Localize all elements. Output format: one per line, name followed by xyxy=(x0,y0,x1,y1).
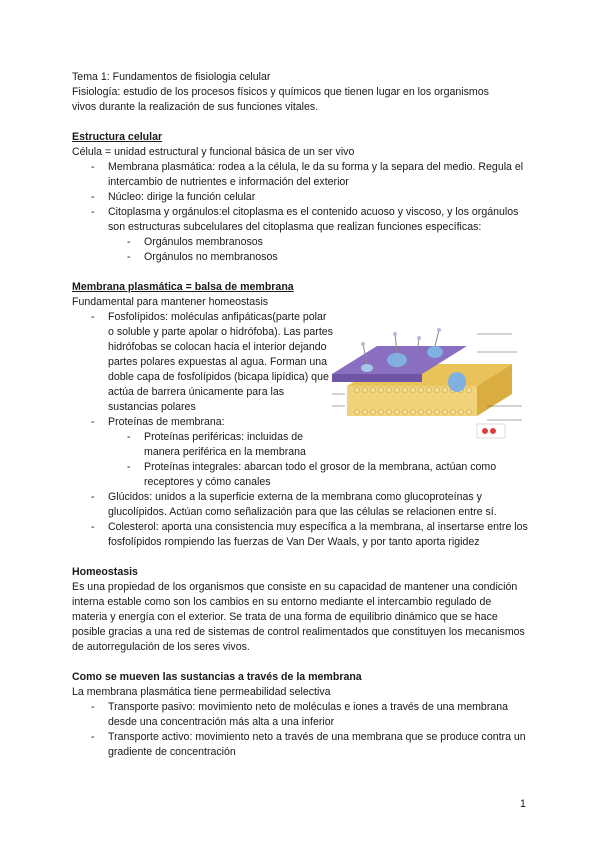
cholesterol-icon xyxy=(490,428,496,434)
definition-line-2: vivos durante la realización de sus funciones vitales. xyxy=(72,101,319,113)
list-item xyxy=(108,205,528,265)
sublist-item: - Proteínas integrales: abarcan todo el grosor de la membrana, actúan como receptores y cómo canales xyxy=(144,460,528,490)
sublist-item: - Orgánulos no membranosos xyxy=(144,250,528,265)
document-title: Tema 1: Fundamentos de fisiologia celular xyxy=(72,71,271,83)
page-number: 1 xyxy=(520,798,526,810)
peripheral-protein xyxy=(361,364,373,372)
glycan-beads xyxy=(361,328,441,346)
sublist-item: - Proteínas periféricas: incluidas de manera periférica en la membrana xyxy=(144,430,334,460)
list-item: - Núcleo: dirige la función celular xyxy=(108,190,528,205)
membrane-diagram xyxy=(327,324,527,442)
list-item: - Transporte pasivo: movimiento neto de moléculas e iones a través de una membrana desde una concentración más alta a una inferior xyxy=(108,700,528,730)
list-item: - Fosfolípidos: moléculas anfipáticas(parte polar o soluble y parte apolar o hidrófoba). Las partes hidrófobas se colocan hacia el interior dejando partes polares expuestas al agua. Forman una doble capa de fosfolípidos (bicapa lipídica) que actúa de barrera únicamente para las sustancias polares xyxy=(108,310,333,415)
channel-protein xyxy=(448,372,466,392)
list-item: - Transporte activo: movimiento neto a través de una membrana que se produce contra un gradiente de concentración xyxy=(108,730,528,760)
list-item: - Colesterol: aporta una consistencia muy específica a la membrana, al insertarse entre los fosfolípidos rompiendo las fuerzas de Van Der Waals, y por tanto aporta rigidez xyxy=(108,520,528,550)
organulos-sublist xyxy=(108,235,528,265)
estructura-intro: Célula = unidad estructural y funcional básica de un ser vivo xyxy=(72,146,355,158)
estructura-list xyxy=(72,160,528,265)
section-heading-homeostasis: Homeostasis xyxy=(72,566,138,578)
cholesterol-icon xyxy=(482,428,488,434)
transporte-intro: La membrana plasmática tiene permeabilidad selectiva xyxy=(72,686,331,698)
section-heading-transporte: Como se mueven las sustancias a través de la membrana xyxy=(72,671,362,683)
purple-front-edge xyxy=(332,374,422,382)
definition-line-1: Fisiología: estudio de los procesos físicos y químicos que tienen lugar en los organismos xyxy=(72,86,489,98)
list-item-text: Citoplasma y orgánulos:el citoplasma es el contenido acuoso y viscoso, y los orgánulos son estructuras subcelulares del citoplasma que realizan funciones específicas: xyxy=(108,206,519,233)
integral-protein xyxy=(387,353,407,367)
list-item: - Glúcidos: unidos a la superficie externa de la membrana como glucoproteínas y glucolípidos. Actúan como señalización para que las células se relacionen entre sí. xyxy=(108,490,528,520)
list-item-text: Proteínas de membrana: xyxy=(108,416,225,428)
transporte-list xyxy=(72,700,528,760)
homeostasis-body: Es una propiedad de los organismos que consiste en su capacidad de mantener una condición interna estable como son los cambios en su entorno mediante el intercambio regulado de materia y energía con el exterior. Se trata de una forma de equilibrio dinámico que se hace posible gracias a una red de sistemas de control realimentados que constituyen los mecanismos de autorregulación de los seres vivos. xyxy=(72,581,525,653)
membrana-intro: Fundamental para mantener homeostasis xyxy=(72,296,269,308)
sublist-item: - Orgánulos membranosos xyxy=(144,235,528,250)
membrane-diagram-image xyxy=(327,324,527,442)
integral-protein xyxy=(427,346,443,358)
section-heading-estructura: Estructura celular xyxy=(72,131,163,143)
list-item: - Membrana plasmática: rodea a la célula, le da su forma y la separa del medio. Regula el intercambio de nutrientes e información del exterior xyxy=(108,160,528,190)
section-heading-membrana: Membrana plasmática = balsa de membrana xyxy=(72,281,294,293)
